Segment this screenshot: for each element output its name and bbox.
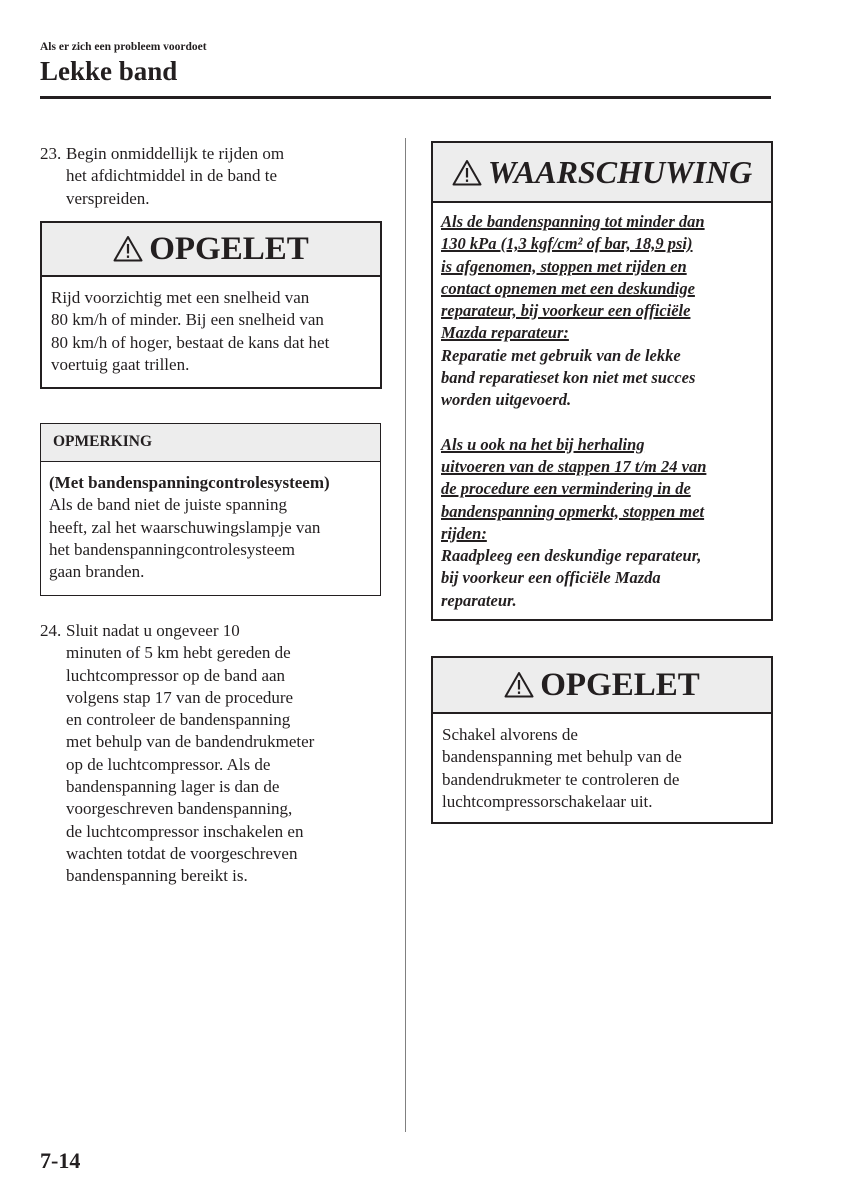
- warning-paragraph-2: Als u ook na het bij herhaling uitvoeren van de stappen 17 t/m 24 van de procedure een vermindering in de bandenspanning opmerkt, stoppen met rijden: Raadpleeg een deskundige reparateur, bij voorkeur een officiële Mazda reparateur.: [441, 434, 707, 610]
- caution-body: Schakel alvorens de bandenspanning met behulp van de bandendrukmeter te controleren de luchtcompressorschakelaar uit.: [442, 725, 682, 811]
- caution-box: [40, 221, 382, 389]
- note-subheading: (Met bandenspanningcontrolesysteem): [49, 473, 330, 492]
- warning-triangle-icon: [452, 159, 482, 186]
- step-number: 24.: [40, 621, 62, 640]
- warning-header: [433, 143, 771, 203]
- caution-box-2: [431, 656, 773, 824]
- step-text: Begin onmiddellijk te rijden om het afdichtmiddel in de band te verspreiden.: [66, 144, 285, 208]
- note-heading: OPMERKING: [41, 424, 380, 462]
- caution-header: [433, 658, 771, 714]
- warning-body: [433, 203, 771, 612]
- column-divider: [405, 138, 406, 1132]
- note-box: [40, 423, 381, 596]
- step-24: [40, 620, 385, 888]
- caution-body: Rijd voorzichtig met een snelheid van 80 km/h of minder. Bij een snelheid van 80 km/h of hoger, bestaat de kans dat het voertuig gaat trillen.: [51, 288, 330, 374]
- warning-box: [431, 141, 773, 621]
- caution-heading: OPGELET: [149, 231, 309, 267]
- step-number: 23.: [40, 144, 62, 163]
- page-title: Lekke band: [40, 56, 178, 86]
- warning-triangle-icon: [113, 235, 143, 262]
- title-rule: [40, 96, 771, 99]
- page-number: 7-14: [40, 1148, 81, 1173]
- caution-header: [42, 223, 380, 277]
- warning-triangle-icon: [504, 671, 534, 698]
- note-body: (Met bandenspanningcontrolesysteem) Als de band niet de juiste spanning heeft, zal het waarschuwingslampje van het bandenspanningcontrolesysteem gaan branden.: [41, 462, 380, 583]
- warning-heading: WAARSCHUWING: [487, 154, 753, 190]
- caution-heading: OPGELET: [540, 667, 700, 703]
- warning-paragraph-1: Als de bandenspanning tot minder dan 130 kPa (1,3 kgf/cm² of bar, 18,9 psi) is afgenomen, stoppen met rijden en contact opnemen met een deskundige reparateur, bij voorkeur een officiële Mazda reparateur: Reparatie met gebruik van de lekke band reparatieset kon niet met succes worden uitgevoerd.: [441, 212, 705, 410]
- step-23: [40, 143, 385, 210]
- section-label: Als er zich een probleem voordoet: [40, 41, 207, 53]
- step-text: Sluit nadat u ongeveer 10 minuten of 5 km hebt gereden de luchtcompressor op de band aan volgens stap 17 van de procedure en controleer de bandenspanning met behulp van de bandendrukmeter op de luchtcompressor. Als de bandenspanning lager is dan de voorgeschreven bandenspanning, de luchtcompressor inschakelen en wachten totdat de voorgeschreven bandenspanning bereikt is.: [66, 621, 315, 886]
